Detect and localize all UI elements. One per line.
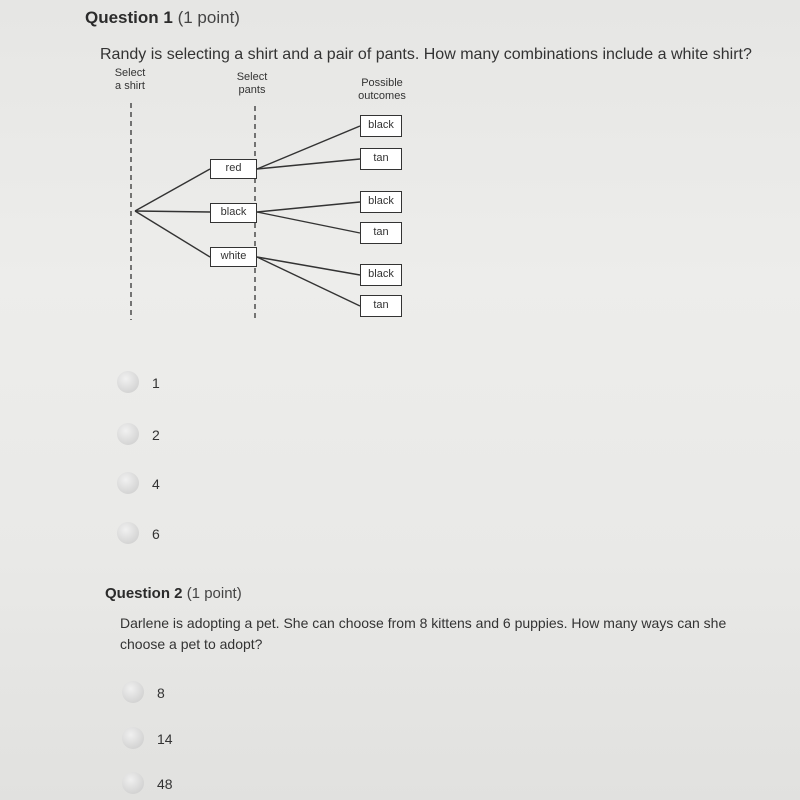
branch-root-black <box>135 211 210 212</box>
q2-option-label: 14 <box>157 731 173 747</box>
branch-black-black <box>257 202 360 212</box>
tree-node-shirt: red <box>210 159 257 179</box>
branch-white-tan <box>257 257 360 306</box>
q1-option-label: 6 <box>152 526 160 542</box>
tree-label-line: pants <box>238 84 266 96</box>
radio-button[interactable] <box>117 522 139 544</box>
radio-button[interactable] <box>122 772 144 794</box>
tree-node-outcome: black <box>360 264 402 286</box>
tree-node-shirt: white <box>210 247 257 267</box>
tree-node-outcome: tan <box>360 295 402 317</box>
radio-button[interactable] <box>122 727 144 749</box>
branch-red-tan <box>257 159 360 169</box>
radio-button[interactable] <box>117 472 139 494</box>
tree-node-outcome: black <box>360 115 402 137</box>
question-2-heading <box>105 585 242 602</box>
q2-option-label: 48 <box>157 776 173 792</box>
tree-label-line: Possible <box>361 77 403 89</box>
branch-white-black <box>257 257 360 275</box>
tree-label-line: Select <box>236 71 268 83</box>
branch-root-red <box>135 169 210 211</box>
branch-black-tan <box>257 212 360 233</box>
question-1-points: (1 point) <box>177 8 240 27</box>
question-2-number: Question 2 <box>105 585 183 602</box>
question-2-points: (1 point) <box>186 585 242 602</box>
radio-button[interactable] <box>122 681 144 703</box>
q1-option-label: 1 <box>152 375 160 391</box>
question-1-prompt: Randy is selecting a shirt and a pair of pants. How many combinations include a white shirt? <box>100 46 752 63</box>
tree-label-line: Select <box>114 67 146 79</box>
question-1-number: Question 1 <box>85 8 173 27</box>
branch-root-white <box>135 211 210 257</box>
tree-node-outcome: tan <box>360 222 402 244</box>
branch-red-black <box>257 126 360 169</box>
tree-node-shirt: black <box>210 203 257 223</box>
tree-node-outcome: tan <box>360 148 402 170</box>
radio-button[interactable] <box>117 423 139 445</box>
q1-option-label: 4 <box>152 476 160 492</box>
q1-option-label: 2 <box>152 427 160 443</box>
q2-option-label: 8 <box>157 685 165 701</box>
radio-button[interactable] <box>117 371 139 393</box>
tree-node-outcome: black <box>360 191 402 213</box>
question-2-prompt: Darlene is adopting a pet. She can choose from 8 kittens and 6 puppies. How many ways can she choose a pet to adopt? <box>120 615 727 652</box>
tree-label-line: a shirt <box>115 80 145 92</box>
tree-label-line: outcomes <box>358 90 406 102</box>
